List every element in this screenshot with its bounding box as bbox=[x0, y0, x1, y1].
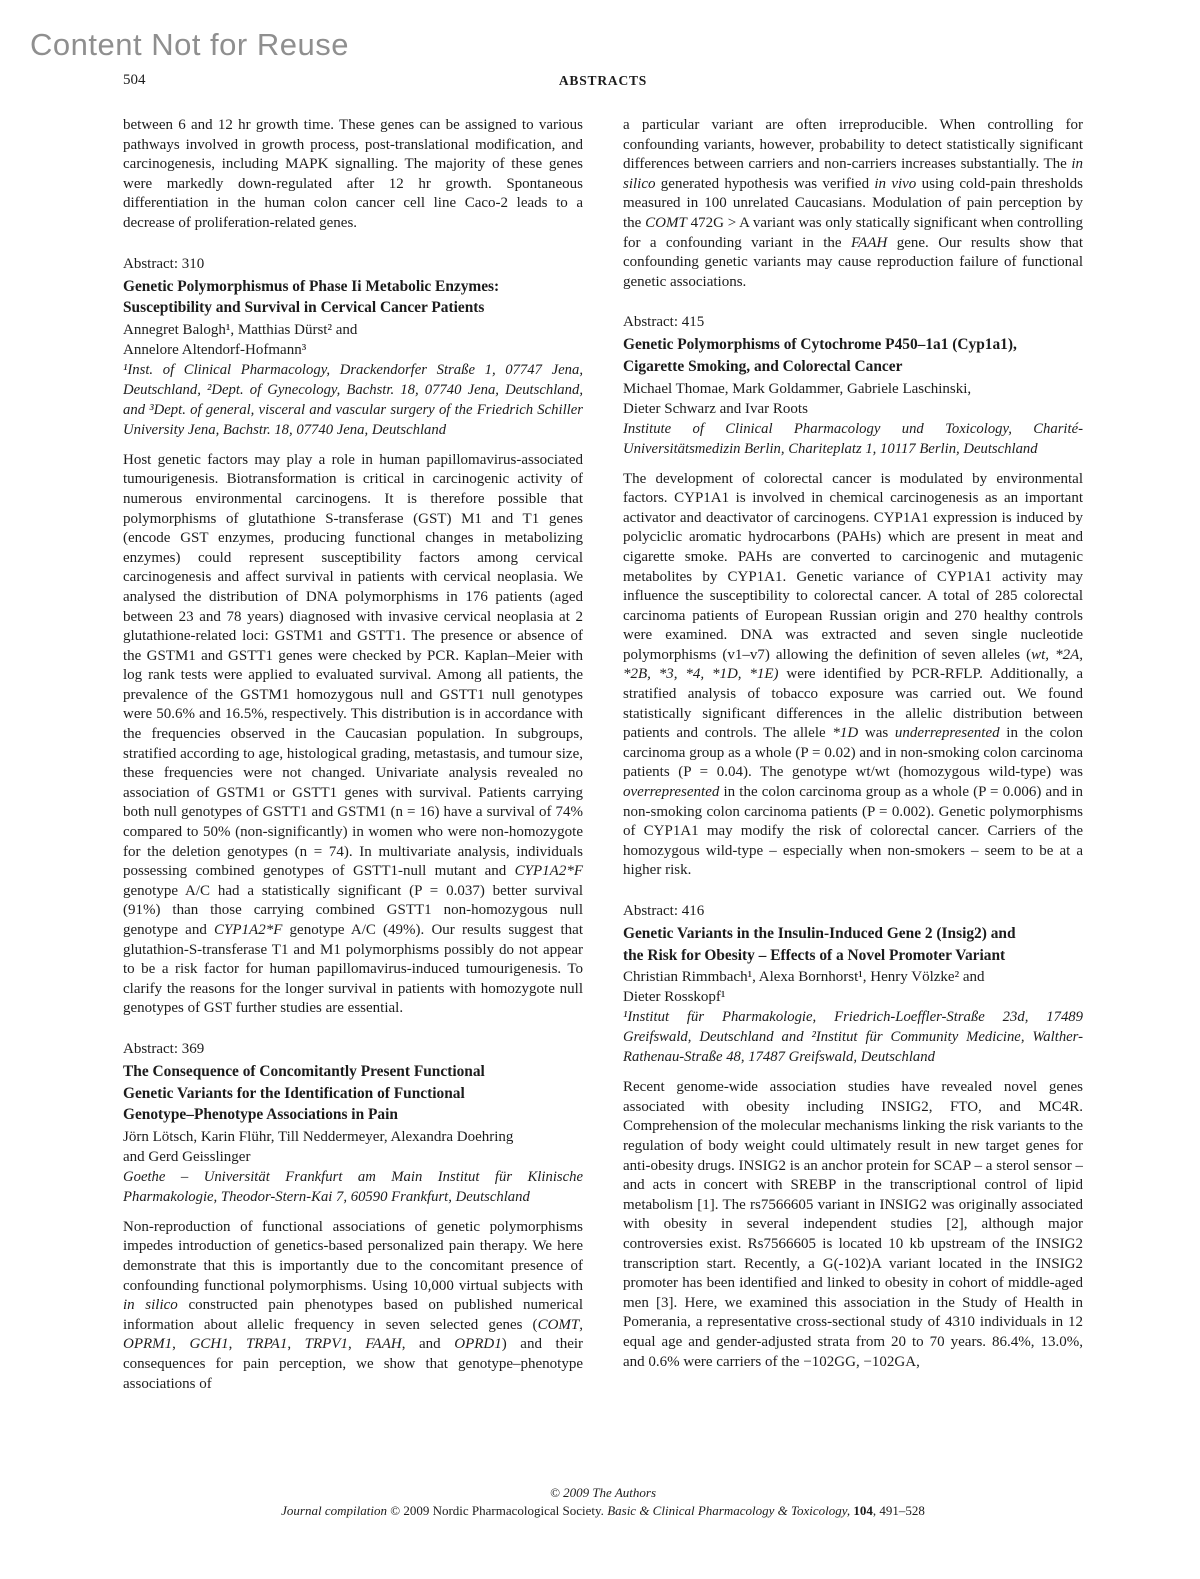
columns bbox=[123, 116, 1083, 1466]
abstract-label: Abstract: 369 bbox=[123, 1040, 205, 1057]
abstract-title: Genetic Polymorphisms of Cytochrome P450–1a1 (Cyp1a1), Cigarette Smoking, and Colorectal Cancer bbox=[623, 336, 1017, 375]
abstract-label: Abstract: 415 bbox=[623, 314, 705, 331]
abstract-authors: Michael Thomae, Mark Goldammer, Gabriele Laschinski, Dieter Schwarz and Ivar Roots bbox=[623, 380, 972, 417]
continuation-paragraph: between 6 and 12 hr growth time. These genes can be assigned to various pathways involved in growth process, post-translational modification, and carcinogenesis, including MAPK signalling. The majority of these genes were markedly down-regulated after 12 hr growth. Spontaneous differentiation in the human colon cancer cell line Caco-2 leads to a decrease of proliferation-related genes. bbox=[123, 117, 583, 231]
abstract-415 bbox=[623, 312, 1083, 881]
abstract-369 bbox=[123, 1039, 583, 1394]
abstract-authors: Jörn Lötsch, Karin Flühr, Till Neddermeyer, Alexandra Doehring and Gerd Geisslinger bbox=[123, 1128, 514, 1165]
abstract-body: The development of colorectal cancer is modulated by environmental factors. CYP1A1 is involved in chemical carcinogenesis as an important activator and deactivator of carcinogens. CYP1A1 expression is induced by polyciclic aromatic hydrocarbons (PAHs) which are present in meat and cigarette smoke. PAHs are converted to carcinogenic and mutagenic metabolites by CYP1A1. Genetic variance of CYP1A1 activity may influence the susceptibility to colorectal cancer. A total of 285 colorectal carcinoma patients of European Russian origin and 270 healthy controls were examined. DNA was extracted and seven single nucleotide polymorphisms (v1–v7) allowing the definition of seven alleles (wt, *2A, *2B, *3, *4, *1D, *1E) were identified by PCR-RFLP. Additionally, a stratified analysis of tobacco exposure was carried out. We found statistically significant differences in the allelic distribution between patients and controls. The allele *1D was underrepresented in the colon carcinoma group as a whole (P = 0.02) and in non-smoking colon carcinoma patients (P = 0.04). The genotype wt/wt (homozygous wild-type) was overrepresented in the colon carcinoma group as a whole (P = 0.006) and in non-smoking colon carcinoma patients (P = 0.002). Genetic polymorphisms of CYP1A1 may modify the risk of colorectal cancer. Carriers of the homozygous wild-type – especially when non-smokers – seem to be at a higher risk. bbox=[623, 470, 1083, 879]
watermark: Content Not for Reuse bbox=[30, 27, 349, 62]
abstract-affiliation: Institute of Clinical Pharmacology und Toxicology, Charité-Universitätsmedizin Berlin, Chariteplatz 1, 10117 Berlin, Deutschland bbox=[623, 420, 1083, 457]
abstract-affiliation: ¹Institut für Pharmakologie, Friedrich-Loeffler-Straße 23d, 17489 Greifswald, Deutschland and ²Institut für Community Medicine, Walther-Rathenau-Straße 48, 17487 Greifswald, Deutschland bbox=[623, 1009, 1083, 1066]
abstract-body: Non-reproduction of functional associations of genetic polymorphisms impedes introduction of genetics-based personalized pain therapy. We here demonstrate that this is importantly due to the concomitant presence of confounding functional polymorphisms. Using 10,000 virtual subjects with in silico constructed pain phenotypes based on published numerical information about allelic frequency in seven selected genes (COMT, OPRM1, GCH1, TRPA1, TRPV1, FAAH, and OPRD1) and their consequences for pain perception, we show that genotype–phenotype associations of bbox=[123, 1218, 584, 1392]
abstract-title: Genetic Variants in the Insulin-Induced Gene 2 (Insig2) and the Risk for Obesity – Effects of a Novel Promoter Variant bbox=[623, 925, 1016, 964]
abstract-affiliation: ¹Inst. of Clinical Pharmacology, Drackendorfer Straße 1, 07747 Jena, Deutschland, ²Dept. of Gynecology, Bachstr. 18, 07740 Jena, Deutschland, and ³Dept. of general, visceral and vascular surgery of the Friedrich Schiller University Jena, Bachstr. 18, 07740 Jena, Deutschland bbox=[123, 361, 583, 438]
abstract-body: Recent genome-wide association studies have revealed novel genes associated with obesity including INSIG2, FTO, and MC4R. Comprehension of the molecular mechanisms linking the risk variants to the regulation of body weight could ultimately result in new target genes for anti-obesity drugs. INSIG2 is an anchor protein for SCAP – a sterol sensor – and acts in concert with SREBP in the transcriptional control of lipid metabolism [1]. The rs7566605 variant in INSIG2 was originally associated with obesity in several independent studies [2], although major controversies exist. Rs7566605 is located 10 kb upstream of the INSIG2 transcription start. Recently, a G(-102)A variant located in the INSIG2 promoter has been identified and linked to obesity in cohort of middle-aged men [3]. Here, we examined this association in the Study of Health in Pomerania, a representative cross-sectional study of 4310 individuals in 12 equal age and gender-adjusted strata from 20 to 70 years. 86.4%, 13.0%, and 0.6% were carriers of the −102GG, −102GA, bbox=[623, 1079, 1083, 1370]
abstract-authors: Annegret Balogh¹, Matthias Dürst² and Annelore Altendorf-Hofmann³ bbox=[123, 321, 358, 358]
footer bbox=[123, 1484, 1083, 1520]
continuation-paragraph: a particular variant are often irreproducible. When controlling for confounding variants, however, probability to detect statistically significant differences between carriers and non-carriers increases substantially. The in silico generated hypothesis was verified in vivo using cold-pain thresholds measured in 100 unrelated Caucasians. Modulation of pain perception by the COMT 472G > A variant was only statically significant when controlling for a confounding variant in the FAAH gene. Our results show that confounding genetic variants may cause reproduction failure of functional genetic associations. bbox=[623, 117, 1083, 290]
abstract-label: Abstract: 310 bbox=[123, 255, 205, 272]
left-column bbox=[123, 116, 583, 1466]
footer-journal-line: Journal compilation © 2009 Nordic Pharmacological Society. Basic & Clinical Pharmacology & Toxicology, 104, 491–528 bbox=[281, 1503, 925, 1518]
abstract-310 bbox=[123, 254, 583, 1019]
running-head: ABSTRACTS bbox=[558, 73, 648, 88]
abstract-affiliation: Goethe – Universität Frankfurt am Main Institut für Klinische Pharmakologie, Theodor-Stern-Kai 7, 60590 Frankfurt, Deutschland bbox=[123, 1168, 583, 1205]
abstract-body: Host genetic factors may play a role in human papillomavirus-associated tumourigenesis. Biotransformation is critical in carcinogenic activity of numerous environmental carcinogens. It is therefore possible that polymorphisms of glutathione S-transferase (GST) M1 and T1 genes (encode GST enzymes, producing functional changes in metabolizing enzymes) could represent susceptibility factors among cervical carcinogenesis and affect survival in patients with cervical neoplasia. We analysed the distribution of DNA polymorphisms in 176 patients (aged between 23 and 78 years) diagnosed with invasive cervical neoplasia at 2 glutathione-related loci: GSTM1 and GSTT1. The presence or absence of the GSTM1 and GSTT1 genes were checked by PCR. Kaplan–Meier with log rank tests were applied to evaluated survival. Among all patients, the prevalence of the GSTM1 homozygous null and GSTT1 null genotypes were 50.6% and 16.5%, respectively. This distribution is in accordance with the frequencies observed in the Caucasian population. In subgroups, stratified according to age, histological grading, metastasis, and tumour size, these frequencies were not changed. Univariate analysis revealed no association of GSTM1 or GSTT1 genes with survival. Patients carrying both null genotypes of GSTT1 and GSTM1 (n = 16) have a survival of 74% compared to 50% (non-significantly) in women who were non-homozygote for the deletion genotypes (n = 74). In multivariate analysis, individuals possessing combined genotypes of GSTT1-null mutant and CYP1A2*F genotype A/C had a statistically significant (P = 0.037) better survival (91%) than those carrying combined GSTT1 non-homozygous null genotype and CYP1A2*F genotype A/C (49%). Our results suggest that glutathion-S-transferase T1 and M1 polymorphisms possibly do not appear to be a risk factor for human papillomavirus-induced tumourigenesis. To clarify the reasons for the longer survival in patients with homozygote null genotypes of GST further studies are essential. bbox=[123, 451, 584, 1017]
right-column bbox=[623, 116, 1083, 1466]
abstract-title: The Consequence of Concomitantly Present Functional Genetic Variants for the Identification of Functional Genotype–Phenotype Associations in Pain bbox=[123, 1062, 485, 1124]
abstract-authors: Christian Rimmbach¹, Alexa Bornhorst¹, Henry Völzke² and Dieter Rosskopf¹ bbox=[623, 969, 985, 1006]
abstract-416 bbox=[623, 901, 1083, 1372]
footer-copyright: © 2009 The Authors bbox=[549, 1485, 657, 1500]
page-number: 504 bbox=[123, 72, 146, 88]
abstract-label: Abstract: 416 bbox=[623, 903, 705, 919]
abstract-title: Genetic Polymorphismus of Phase Ii Metabolic Enzymes: Susceptibility and Survival in Cervical Cancer Patients bbox=[123, 277, 500, 317]
